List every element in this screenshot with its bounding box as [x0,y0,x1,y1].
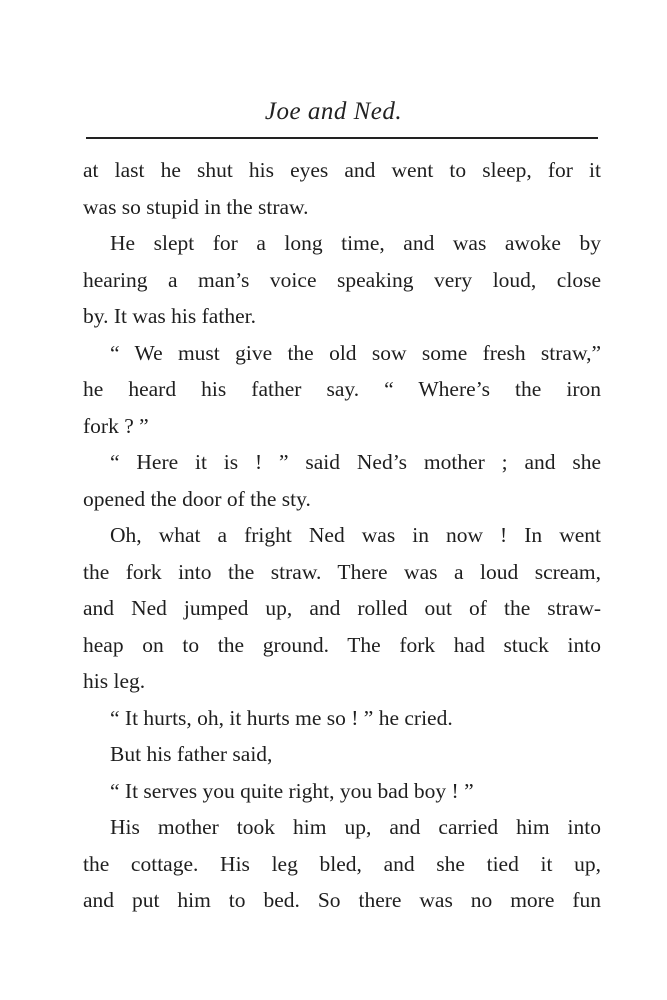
text-line: But his father said, [110,742,273,766]
text-line: he heard his father say. “ Where’s the iron [83,377,601,401]
text-line: “ It hurts, oh, it hurts me so ! ” he cried. [110,705,453,730]
text-line: hearing a man’s voice speaking very loud, close [83,267,601,292]
text-line: “ It serves you quite right, you bad boy ! ” [110,778,474,803]
text-line: by. It was his father. [83,304,256,328]
text-line: the fork into the straw. There was a loud scream, [83,559,601,584]
text-line: His mother took him up, and carried him into [110,815,601,839]
text-line: and put him to bed. So there was no more fun [83,888,601,912]
text-line: was so stupid in the straw. [83,194,309,219]
text-line: and Ned jumped up, and rolled out of the straw- [83,596,601,620]
text-line: He slept for a long time, and was awoke by [110,231,601,255]
header-rule [86,137,598,139]
text-line: fork ? ” [83,413,149,438]
text-line: opened the door of the sty. [83,486,311,511]
text-line: heap on to the ground. The fork had stuck into [83,632,601,657]
text-line: his leg. [83,669,146,693]
page-body [83,152,601,919]
text-line: Oh, what a fright Ned was in now ! In went [110,523,601,547]
text-line: “ Here it is ! ” said Ned’s mother ; and she [110,450,601,474]
text-line: “ We must give the old sow some fresh straw,” [110,340,601,365]
text-line: the cottage. His leg bled, and she tied it up, [83,851,601,876]
text-line: at last he shut his eyes and went to sleep, for it [83,158,601,182]
running-head: Joe and Ned. [264,98,403,125]
